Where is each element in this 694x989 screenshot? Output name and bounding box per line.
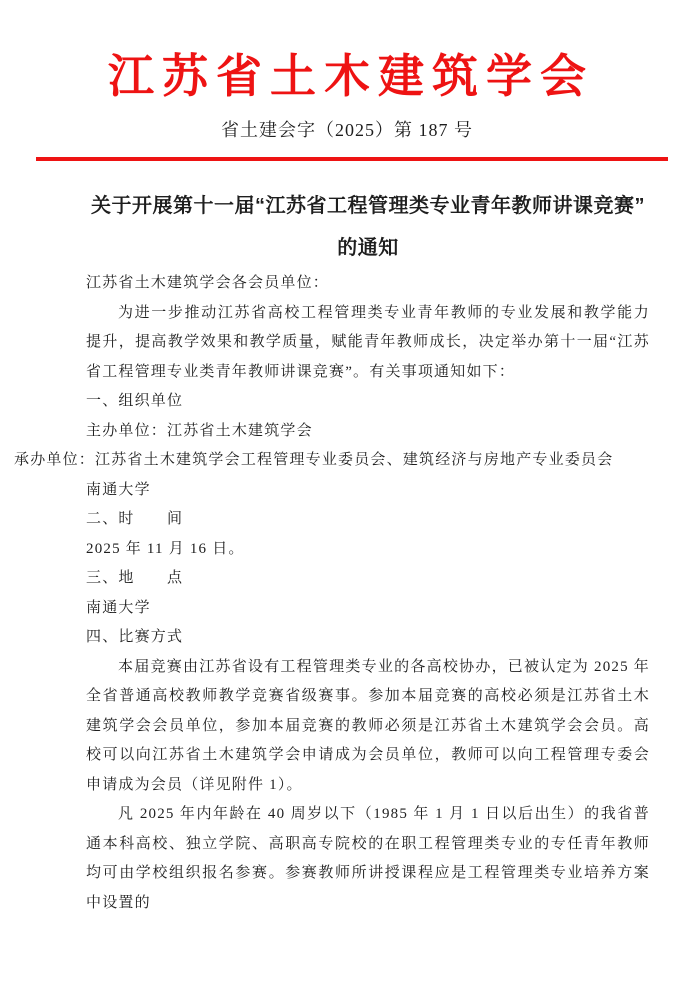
notice-body (14, 269, 650, 918)
salutation: 江苏省土木建筑学会各会员单位： (86, 275, 330, 291)
letterhead-divider-line (36, 157, 668, 161)
intro-paragraph: 为进一步推动江苏省高校工程管理类专业青年教师的专业发展和教学能力提升，提高教学效果和教学质量，赋能青年教师成长，决定举办第十一届“江苏省工程管理专业类青年教师讲课竞赛”。有关事项通知如下： (86, 304, 650, 380)
event-location: 南通大学 (86, 599, 151, 616)
host-unit-line (86, 417, 650, 447)
organizer-unit-line-2: 南通大学 (86, 481, 151, 498)
competition-format-paragraph-1: 本届竞赛由江苏省设有工程管理类专业的各高校协办，已被认定为 2025 年全省普通高校教师教学竞赛省级赛事。参加本届竞赛的高校必须是江苏省土木建筑学会会员单位，参加本届竞赛的教师必须是江苏省土木建筑学会会员。高校可以向江苏省土木建筑学会申请成为会员单位，教师可以向工程管理专委会申请成为会员（详见附件 1）。 (86, 658, 650, 793)
section-4-heading: 四、比赛方式 (86, 629, 184, 645)
competition-format-paragraph-2: 凡 2025 年内年龄在 40 周岁以下（1985 年 1 月 1 日以后出生）的我省普通本科高校、独立学院、高职高专院校的在职工程管理类专业的专任青年教师均可由学校组织报名参赛。参赛教师所讲授课程应是工程管理类专业培养方案中设置的 (86, 806, 650, 911)
notice-title-line-1: 关于开展第十一届“江苏省工程管理类专业青年教师讲课竞赛” (91, 195, 645, 217)
notice-title (86, 185, 650, 269)
letterhead-doc-number: 省土建会字（2025）第 187 号 (221, 120, 473, 140)
letterhead-org-name: 江苏省土木建筑学会 (108, 51, 594, 102)
section-2-heading: 二、时 间 (86, 511, 184, 527)
organizer-unit-value: 江苏省土木建筑学会工程管理专业委员会、建筑经济与房地产专业委员会 (95, 452, 614, 468)
section-3-heading: 三、地 点 (86, 570, 184, 586)
host-unit-label: 主办单位： (86, 422, 168, 439)
section-1-heading: 一、组织单位 (86, 393, 184, 409)
host-unit-value: 江苏省土木建筑学会 (167, 422, 313, 439)
event-date: 2025 年 11 月 16 日。 (86, 540, 245, 557)
organizer-unit-line (14, 446, 650, 476)
organizer-unit-label: 承办单位： (14, 452, 96, 468)
notice-title-line-2: 的通知 (337, 237, 399, 259)
